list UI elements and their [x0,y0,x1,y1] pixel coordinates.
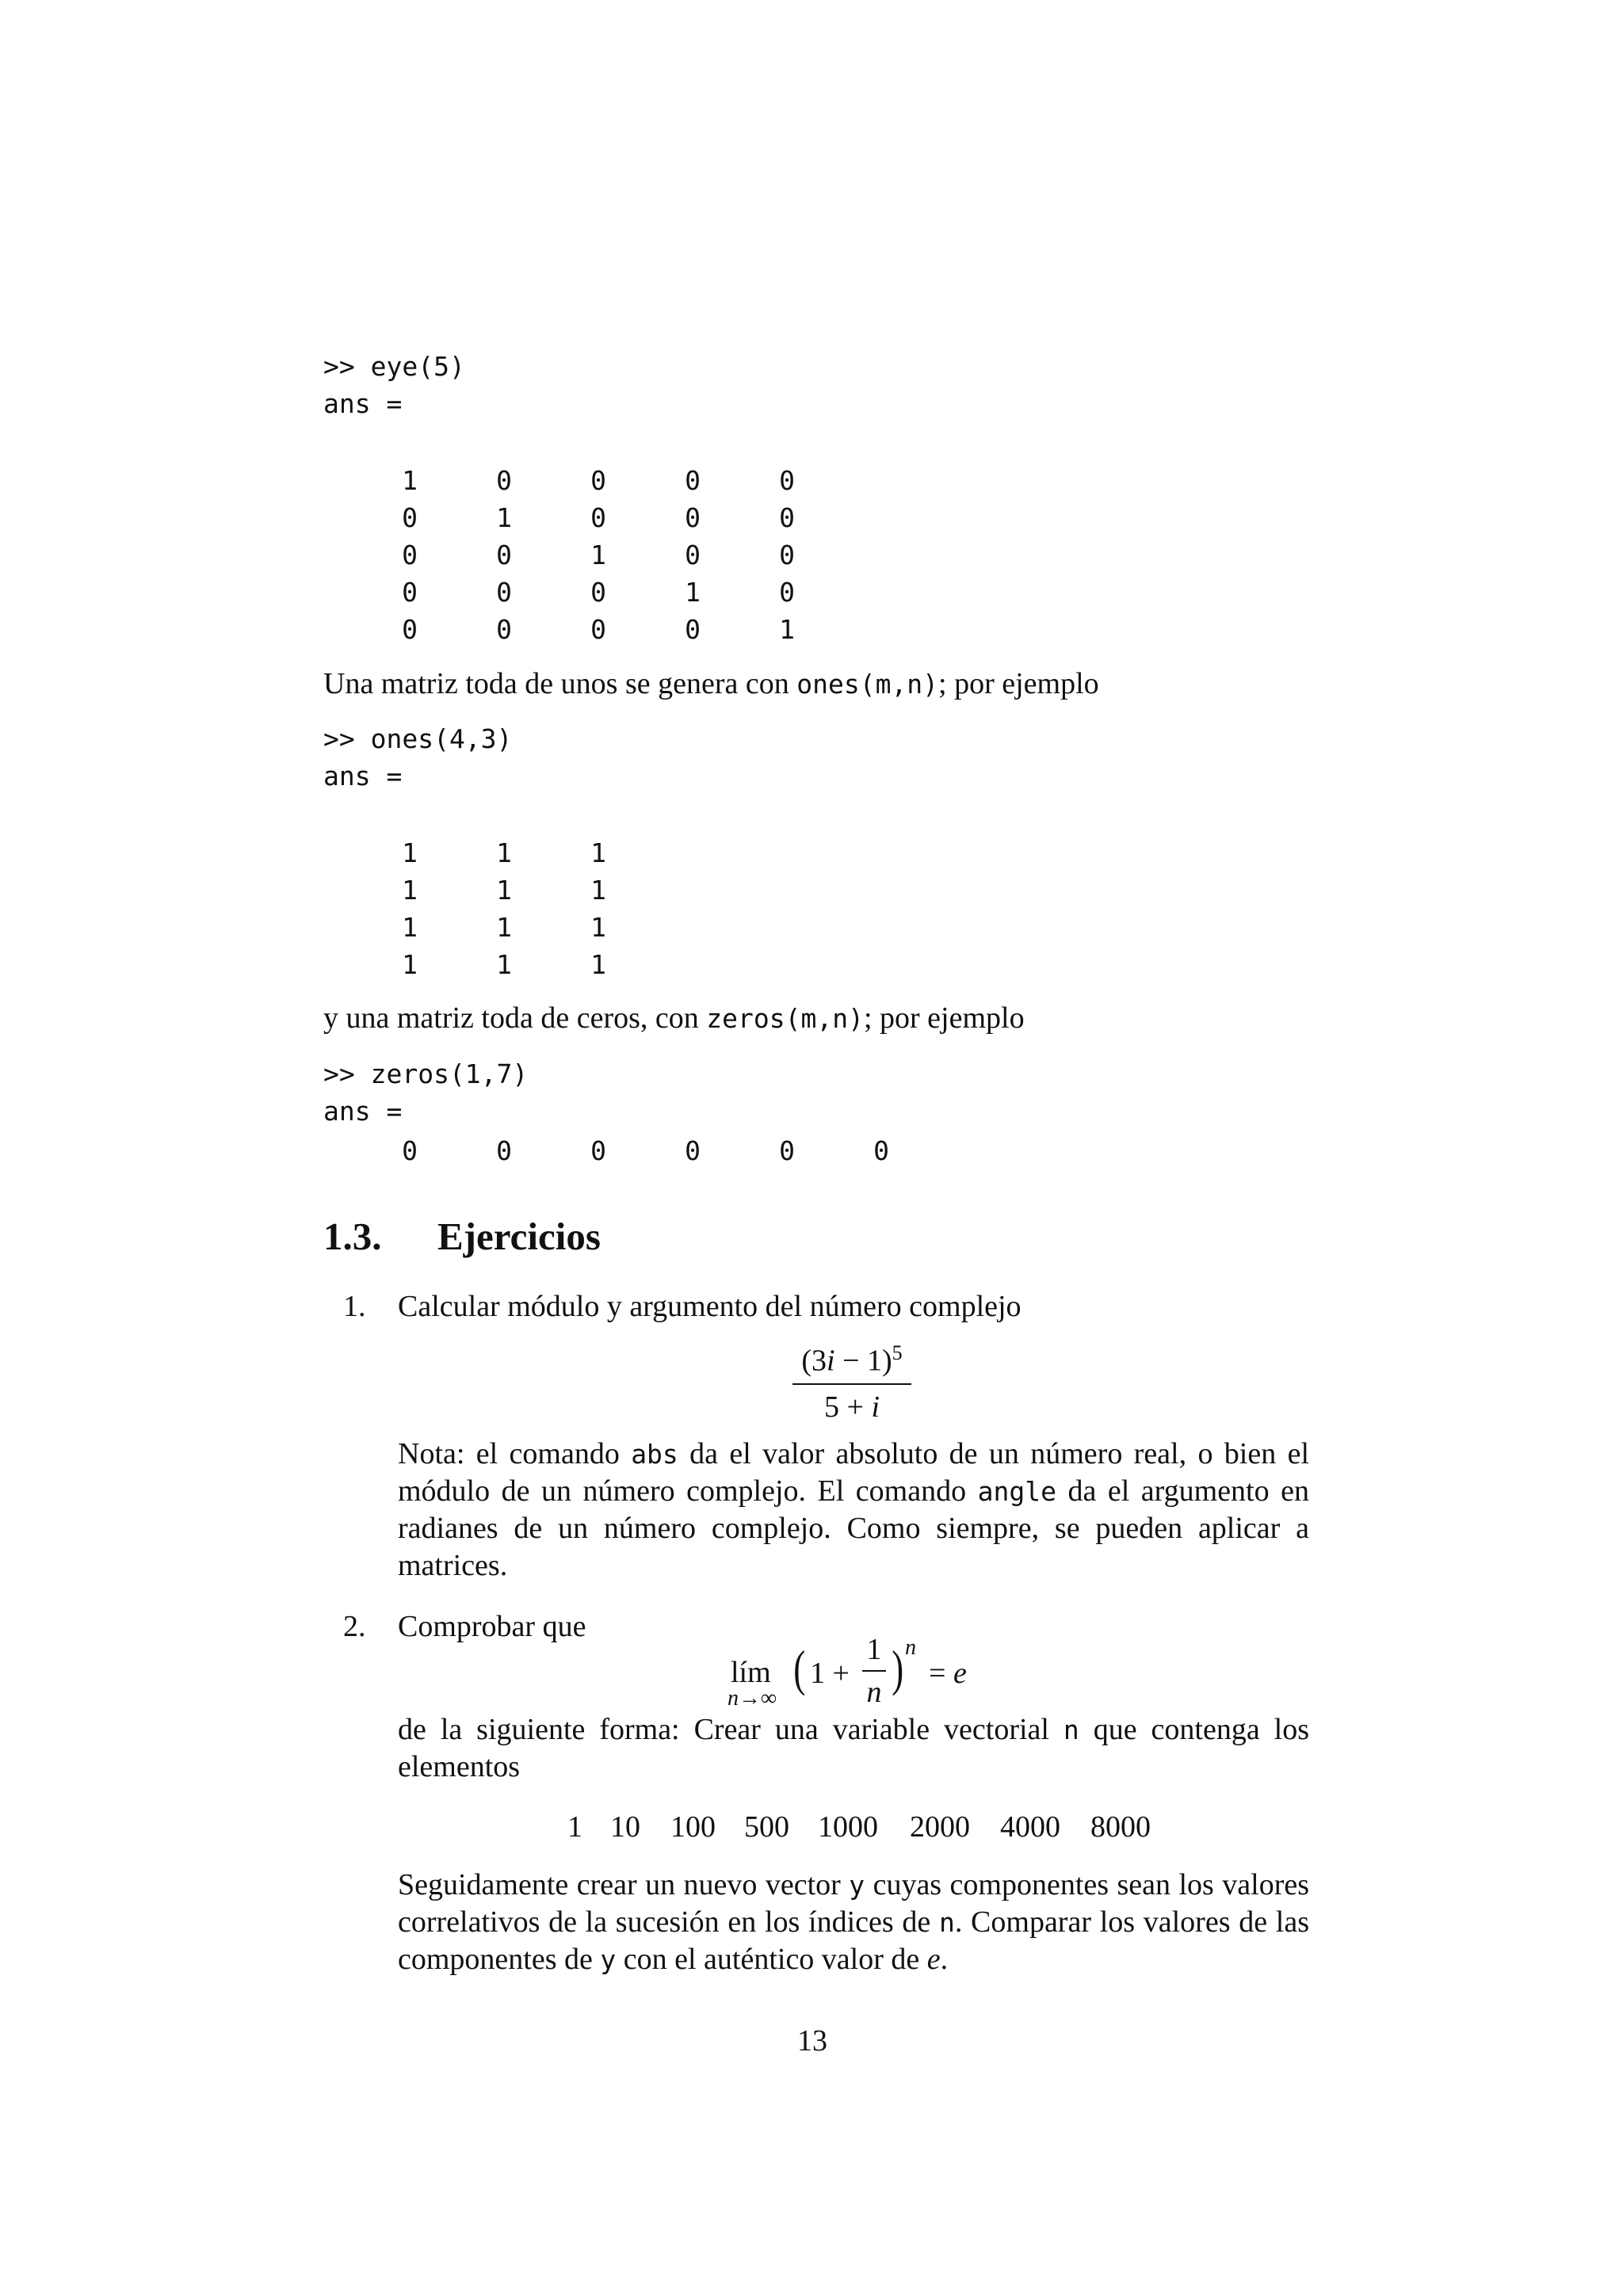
exercise-2-paragraph-1 [398,1711,1309,1786]
p2-part-a: Seguidamente crear un nuevo vector [398,1868,850,1901]
limit-frac-den: n [866,1676,882,1709]
eye-matrix-cell: 0 [402,502,418,533]
eye-matrix-cell: 0 [590,465,606,496]
left-paren: ( [793,1640,806,1696]
vector-element: 2000 [910,1810,970,1844]
ones-matrix-cell: 1 [496,912,512,943]
p2-part-b: cuyas componentes sean los valores correlativos de la sucesión en los índices de [398,1868,1309,1939]
den-part-a: 5 + [824,1390,872,1424]
eye-matrix-cell: 0 [496,577,512,608]
limit-equals [929,1658,967,1688]
eye-matrix-cell: 0 [402,577,418,608]
zeros-code: zeros(m,n) [706,1003,864,1034]
ones-matrix-cell: 1 [496,949,512,980]
eye-matrix-cell: 0 [685,614,701,645]
ones-matrix-cell: 1 [402,949,418,980]
equals-sign: = [929,1657,953,1690]
p2-part-c: . Comparar los valores de las componentes de [398,1905,1309,1976]
vector-element: 100 [670,1810,716,1844]
zeros-row-cell: 0 [402,1135,418,1166]
note-part-a: Nota: el comando [398,1437,632,1470]
p2-part-d: con el auténtico valor de [616,1943,927,1976]
eye-ans: ans = [323,388,403,419]
vector-element: 8000 [1090,1810,1151,1844]
ones-matrix-cell: 1 [402,912,418,943]
ones-code: ones(m,n) [796,669,939,700]
zeros-ans: ans = [323,1096,403,1127]
num-part-b: − 1) [834,1344,892,1378]
exercise-1-note [398,1436,1309,1585]
ones-matrix-cell: 1 [590,875,606,906]
zeros-text-post: ; por ejemplo [863,1001,1025,1035]
fraction-bar [792,1383,911,1385]
eye-matrix-cell: 0 [496,540,512,570]
exercise-1-fraction [792,1341,911,1425]
one-plus: 1 + [810,1657,850,1690]
zeros-row-cell: 0 [779,1135,795,1166]
p1-part-a: de la siguiente forma: Crear una variable vectorial [398,1713,1064,1746]
zeros-command: >> zeros(1,7) [323,1058,529,1089]
zeros-text-pre: y una matriz toda de ceros, con [323,1001,707,1035]
note-code-angle: angle [977,1476,1056,1507]
right-paren: ) [892,1640,904,1696]
page-number: 13 [797,2024,827,2058]
zeros-row-cell: 0 [590,1135,606,1166]
eye-matrix-cell: 0 [685,502,701,533]
ones-paragraph [323,669,1099,699]
eye-matrix-cell: 1 [496,502,512,533]
eye-matrix-cell: 0 [590,577,606,608]
eye-matrix-cell: 0 [685,465,701,496]
ones-matrix-cell: 1 [496,875,512,906]
eye-matrix-cell: 1 [590,540,606,570]
section-number: 1.3. [323,1215,382,1258]
p1-part-b: que contenga los elementos [398,1713,1309,1783]
note-part-b: da el valor absoluto de un número real, o bien el módulo de un número complejo. El comando [398,1437,1310,1508]
p2-code-y-2: y [600,1944,617,1975]
eye-matrix-cell: 0 [402,540,418,570]
p2-euler-e: e [926,1943,941,1976]
zeros-row-cell: 0 [873,1135,889,1166]
vector-element: 10 [610,1810,640,1844]
eye-matrix-cell: 0 [496,614,512,645]
eye-matrix-cell: 0 [590,502,606,533]
note-code-abs: abs [631,1439,678,1470]
exercise-1-text: Calcular módulo y argumento del número complejo [398,1290,1022,1323]
zeros-row-cell: 0 [685,1135,701,1166]
num-imaginary: i [827,1344,835,1378]
vector-element: 1 [567,1810,582,1844]
p2-code-y: y [849,1870,865,1901]
limit-frac-bar [862,1670,886,1672]
ones-command: >> ones(4,3) [323,723,513,754]
exercise-1-number: 1. [343,1290,366,1323]
exercise-2-paragraph-2 [398,1867,1309,1978]
num-part-a: (3 [801,1344,827,1378]
p2-period: . [940,1943,949,1976]
ones-ans: ans = [323,761,403,791]
ones-matrix-cell: 1 [402,875,418,906]
eye-matrix-cell: 0 [590,614,606,645]
eye-matrix-cell: 0 [779,502,795,533]
zeros-paragraph [323,1003,1025,1033]
vector-element: 500 [744,1810,789,1844]
p2-code-n: n [938,1907,955,1938]
zeros-row-cell: 0 [496,1135,512,1166]
euler-e: e [953,1657,967,1690]
eye-matrix-cell: 0 [402,614,418,645]
ones-matrix-cell: 1 [590,912,606,943]
limit-exponent: n [905,1635,916,1660]
eye-matrix-cell: 0 [779,540,795,570]
exercise-2-number: 2. [343,1610,366,1643]
ones-text-post: ; por ejemplo [938,667,1099,700]
den-imaginary: i [871,1390,880,1424]
eye-matrix-cell: 0 [779,465,795,496]
eye-matrix-cell: 1 [685,577,701,608]
ones-text-pre: Una matriz toda de unos se genera con [323,667,797,700]
fraction-numerator [792,1341,911,1379]
eye-matrix-cell: 0 [779,577,795,608]
eye-matrix-cell: 1 [779,614,795,645]
exercise-2-text: Comprobar que [398,1610,586,1643]
ones-matrix-cell: 1 [590,949,606,980]
ones-matrix-cell: 1 [496,837,512,868]
eye-matrix-cell: 0 [496,465,512,496]
ones-matrix-cell: 1 [402,837,418,868]
eye-matrix-cell: 1 [402,465,418,496]
vector-element: 4000 [1000,1810,1060,1844]
ones-matrix-cell: 1 [590,837,606,868]
num-exponent: 5 [892,1341,903,1364]
note-part-c: da el argumento en radianes de un número complejo. Como siempre, se pueden aplicar a matrices. [398,1474,1309,1582]
eye-command: >> eye(5) [323,351,465,382]
p1-code-n: n [1063,1714,1079,1745]
limit-fraction [862,1632,886,1710]
lim-subscript: n→∞ [727,1686,777,1711]
lim-word: lím [731,1656,771,1689]
fraction-denominator [792,1390,911,1425]
eye-matrix-cell: 0 [685,540,701,570]
limit-frac-num: 1 [866,1633,882,1666]
section-title: Ejercicios [437,1215,601,1258]
vector-element: 1000 [818,1810,878,1844]
